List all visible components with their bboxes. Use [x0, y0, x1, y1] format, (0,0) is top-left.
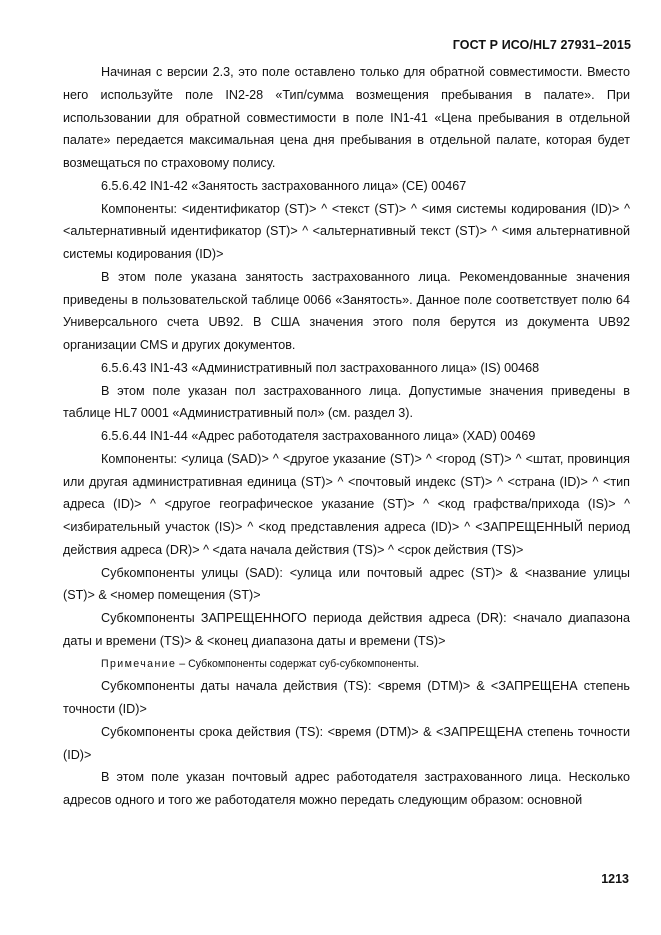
- paragraph-components-xad: Компоненты: <улица (SAD)> ^ <другое указание (ST)> ^ <город (ST)> ^ <штат, провинция или другая административная единица (ST)> ^ <почтовый индекс (ST)> ^ <страна (ID)> ^ <тип адреса (ID)> ^ <другое географическое указание (ST)> ^ <код графства/прихода (IS)> ^ <избирательный участок (IS)> ^ <код представления адреса (ID)> ^ <ЗАПРЕЩЕННЫЙ период действия адреса (DR)> ^ <дата начала действия (TS)> ^ <срок действия (TS)>: [63, 451, 630, 557]
- note-text: – Субкомпоненты содержат суб-субкомпоненты.: [176, 657, 420, 670]
- paragraph-subcomponents-expiry: Субкомпоненты срока действия (TS): <время (DTM)> & <ЗАПРЕЩЕНА степень точности (ID)>: [63, 724, 630, 762]
- document-body: [63, 61, 630, 812]
- paragraph-employer-address: В этом поле указан почтовый адрес работодателя застрахованного лица. Несколько адресов одного и того же работодателя можно передать следующим образом: основной: [63, 770, 630, 807]
- paragraph-subcomponents-start-date: Субкомпоненты даты начала действия (TS): <время (DTM)> & <ЗАПРЕЩЕНА степень точности (ID)>: [63, 679, 630, 716]
- paragraph-sex: В этом поле указан пол застрахованного лица. Допустимые значения приведены в таблице HL7 0001 «Административный пол» (см. раздел 3).: [63, 383, 630, 421]
- paragraph-components-ce: Компоненты: <идентификатор (ST)> ^ <текст (ST)> ^ <имя системы кодирования (ID)> ^ <альтернативный идентификатор (ST)> ^ <альтернативный текст (ST)> ^ <имя альтернативной системы кодирования (ID)>: [63, 201, 630, 261]
- paragraph-occupation: В этом поле указана занятость застрахованного лица. Рекомендованные значения приведены в пользовательской таблице 0066 «Занятость». Данное поле соответствует полю 64 Универсального счета UB92. В США значения этого поля берутся из документа UB92 организации CMS и других документов.: [63, 269, 630, 352]
- paragraph-subcomponents-dr: Субкомпоненты ЗАПРЕЩЕННОГО периода действия адреса (DR): <начало диапазона даты и времени (TS)> & <конец диапазона даты и времени (TS)>: [63, 611, 630, 648]
- paragraph-compatibility: Начиная с версии 2.3, это поле оставлено только для обратной совместимости. Вместо него используйте поле IN2-28 «Тип/сумма возмещения пребывания в палате». При использовании для обратной совместимости в поле IN1-41 «Цена пребывания в отдельной палате» передается максимальная цена дня пребывания в отдельной палате, которая будет возмещаться по страховому полису.: [63, 65, 630, 170]
- note-label: Примечание: [101, 657, 177, 670]
- heading-in1-43: 6.5.6.43 IN1-43 «Административный пол застрахованного лица» (IS) 00468: [101, 360, 540, 375]
- standard-header: ГОСТ Р ИСО/HL7 27931–2015: [452, 38, 631, 52]
- paragraph-subcomponents-sad: Субкомпоненты улицы (SAD): <улица или почтовый адрес (ST)> & <название улицы (ST)> & <номер помещения (ST)>: [63, 565, 630, 603]
- page-number: 1213: [601, 872, 629, 886]
- heading-in1-44: 6.5.6.44 IN1-44 «Адрес работодателя застрахованного лица» (XAD) 00469: [101, 429, 536, 443]
- heading-in1-42: 6.5.6.42 IN1-42 «Занятость застрахованного лица» (CE) 00467: [101, 178, 467, 193]
- note: [63, 653, 630, 676]
